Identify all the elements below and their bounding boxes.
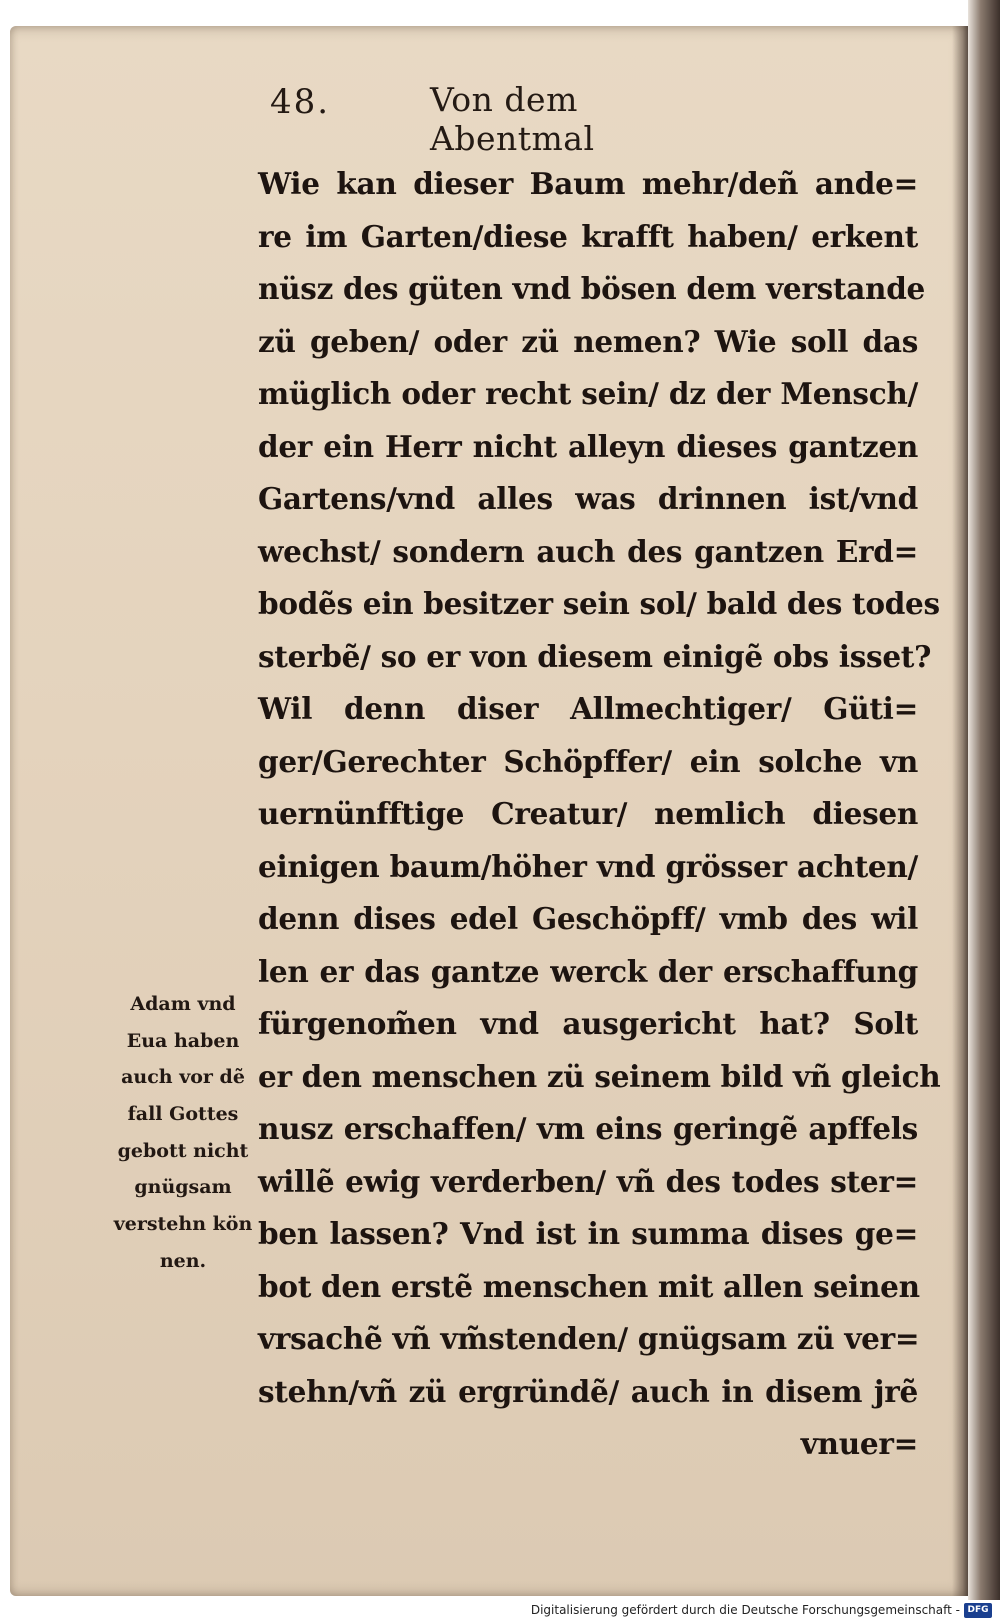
marginal-line: Eua haben bbox=[126, 1029, 240, 1052]
body-text bbox=[258, 158, 941, 1471]
text-line: denn dises edel Geschöpff/ vmb des wil bbox=[258, 901, 918, 936]
text-line: bodẽs ein besitzer sein sol/ bald des todes bbox=[258, 586, 940, 621]
marginal-line: fall Gottes bbox=[127, 1103, 239, 1126]
text-line: sterbẽ/ so er von diesem einigẽ obs isset? bbox=[258, 638, 932, 674]
dfg-logo-badge: DFG bbox=[964, 1603, 992, 1618]
text-line: bot den erstẽ menschen mit allen seinen bbox=[258, 1268, 920, 1304]
footer-bar bbox=[0, 1600, 1000, 1623]
text-line: willẽ ewig verderben/ vñ des todes ster= bbox=[258, 1163, 918, 1199]
text-line: Gartens/vnd alles was drinnen ist/vnd bbox=[258, 481, 918, 516]
text-line: uernünfftige Creatur/ nemlich diesen bbox=[258, 796, 918, 831]
page-number: 48. bbox=[270, 82, 331, 122]
catchword: vnuer= bbox=[800, 1426, 918, 1461]
text-line: zü geben/ oder zü nemen? Wie soll das bbox=[258, 323, 918, 359]
text-line: Wie kan dieser Baum mehr/deñ ande= bbox=[258, 166, 918, 201]
text-line: er den menschen zü seinem bild vñ gleich bbox=[258, 1058, 941, 1094]
marginal-line: gnügsam bbox=[134, 1176, 232, 1199]
text-line: nüsz des güten vnd bösen dem verstande bbox=[258, 271, 925, 306]
marginal-line: nen. bbox=[159, 1249, 207, 1272]
page-header bbox=[270, 78, 740, 158]
text-line: nusz erschaffen/ vm eins geringẽ apffels bbox=[258, 1111, 918, 1146]
book-spine-edge bbox=[968, 0, 1000, 1600]
text-line: ben lassen? Vnd ist in summa dises ge= bbox=[258, 1216, 918, 1251]
footer-credit: Digitalisierung gefördert durch die Deutsche Forschungsgemeinschaft - bbox=[530, 1603, 960, 1617]
text-line: fürgenom̃en vnd ausgericht hat? Solt bbox=[258, 1006, 918, 1041]
marginal-note bbox=[108, 986, 258, 1280]
text-line: müglich oder recht sein/ dz der Mensch/ bbox=[258, 376, 918, 411]
text-line: stehn/vñ zü ergründẽ/ auch in disem jrẽ bbox=[258, 1373, 918, 1409]
text-line: einigen baum/höher vnd grösser achten/ bbox=[258, 848, 918, 884]
marginal-line: Adam vnd bbox=[130, 993, 236, 1015]
marginal-line: verstehn kön bbox=[113, 1213, 253, 1236]
text-line: re im Garten/diese krafft haben/ erkent bbox=[258, 218, 918, 254]
text-line: wechst/ sondern auch des gantzen Erd= bbox=[258, 533, 918, 569]
text-line: len er das gantze werck der erschaffung bbox=[258, 953, 918, 989]
text-line: Wil denn diser Allmechtiger/ Güti= bbox=[258, 691, 918, 726]
text-line: ger/Gerechter Schöpffer/ ein solche vn bbox=[258, 743, 918, 779]
marginal-line: auch vor dẽ bbox=[121, 1066, 245, 1089]
running-head: Von dem Abentmal bbox=[430, 80, 595, 158]
text-line: der ein Herr nicht alleyn dieses gantzen bbox=[258, 428, 918, 464]
text-line: vrsachẽ vñ vm̃stenden/ gnügsam zü ver= bbox=[258, 1321, 920, 1356]
marginal-line: gebott nicht bbox=[117, 1139, 249, 1162]
